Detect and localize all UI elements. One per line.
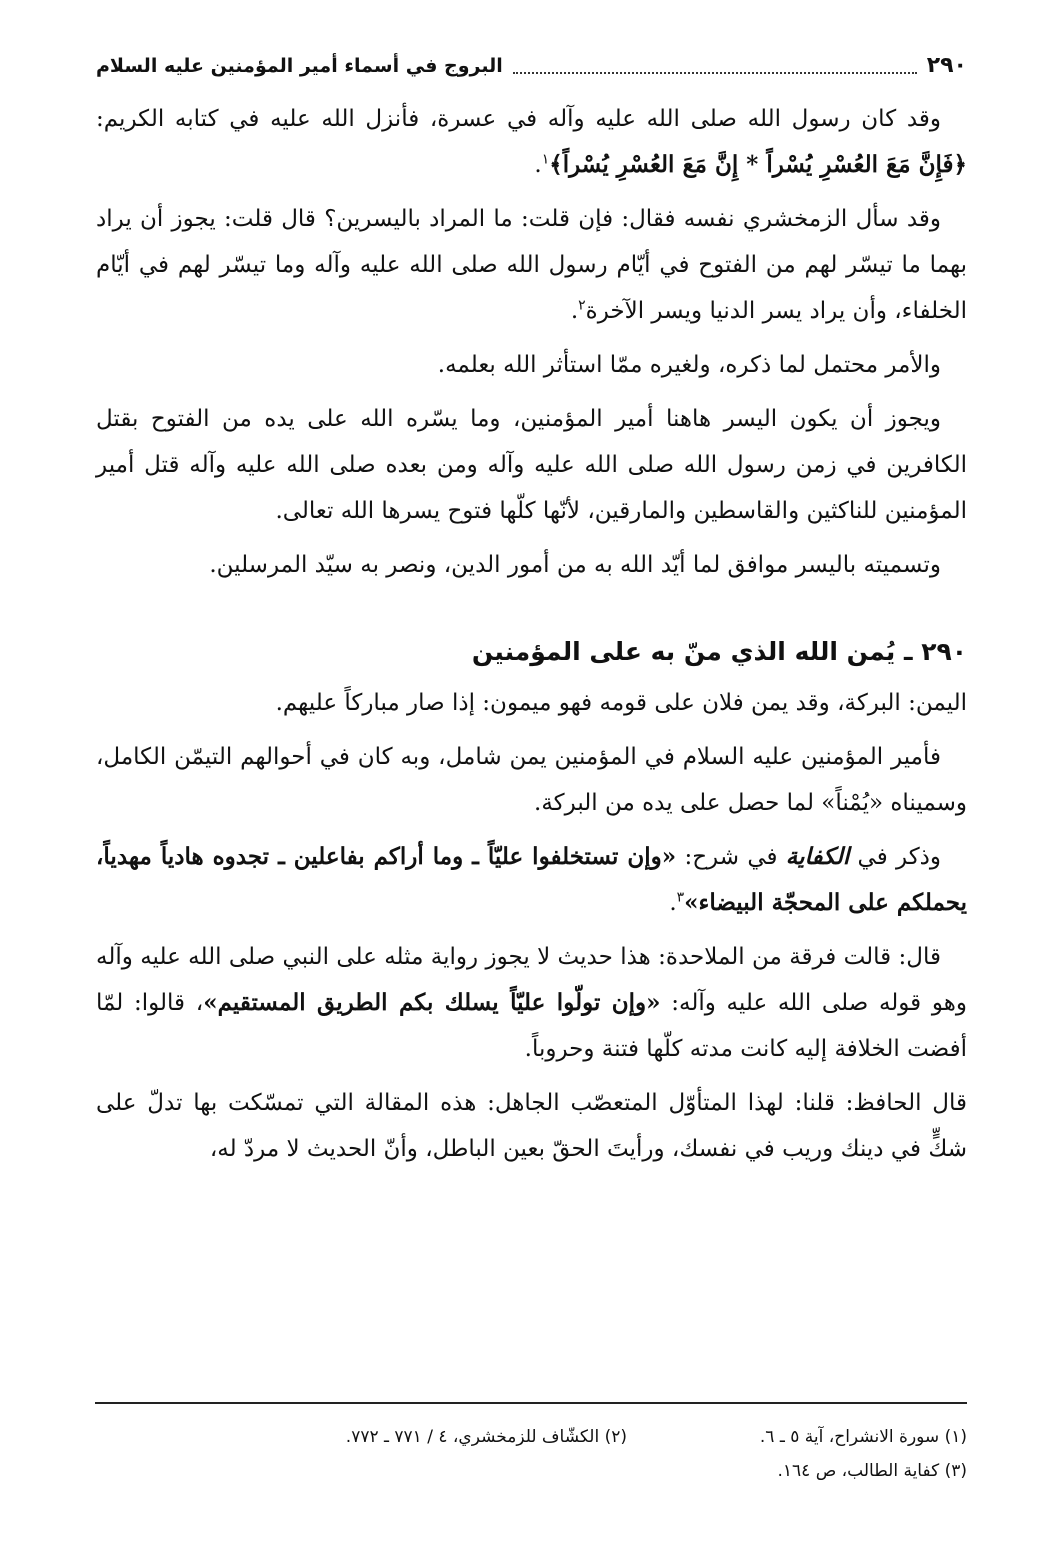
header-dot-leader [513, 72, 917, 74]
footnote-ref-2[interactable]: ٢ [578, 297, 586, 314]
footnote-row [96, 1454, 967, 1488]
hadith-quote: «وإن تستخلفوا عليّاً ـ وما أراكم بفاعلين ـ تجدوه هادياً مهدياً، يحملكم على المحجّة البيضاء» [96, 843, 967, 916]
paragraph-zamakhshari: وقد سأل الزمخشري نفسه فقال: فإن قلت: ما المراد باليسرين؟ قال قلت: يجوز أن يراد بهما ما تيسّر لهم من الفتوح في أيّام رسول الله صلى الله عليه وآله وما تيسّر لهم في أيّام الخلفاء، وأن يراد يسر الدنيا ويسر الآخرة$^٢$. [96, 206, 967, 324]
quran-verse: ﴿فَإِنَّ مَعَ العُسْرِ يُسْراً * إِنَّ مَعَ العُسْرِ يُسْراً﴾ [549, 151, 967, 178]
footnote-ref-1[interactable]: ١ [541, 151, 550, 168]
running-header [96, 44, 967, 80]
hadith-quote: «وإن تولّوا عليّاً يسلك بكم الطريق المستقيم» [203, 989, 661, 1016]
page-number: ٢٩٠ [926, 53, 967, 78]
paragraph-text: والأمر محتمل لما ذكره، ولغيره ممّا استأثر الله بعلمه. [437, 352, 941, 378]
paragraph-hafiz: قال الحافظ: قلنا: لهذا المتأوّل المتعصّب الجاهل: هذه المقالة التي تمسّكت بها تدلّ على شكٍّ في دينك وريب في نفسك، ورأيتَ الحقّ بعين الباطل، وأنّ الحديث لا مردّ له، [96, 1090, 967, 1162]
paragraph-text: وقد كان رسول الله صلى الله عليه وآله في عسرة، فأنزل الله عليه في كتابه الكريم: [96, 106, 941, 132]
book-name-kifaya: الكفاية [785, 843, 850, 870]
footnote-1: (١) سورة الانشراح، آية ٥ ـ ٦. [759, 1427, 967, 1447]
main-text [96, 96, 967, 1180]
definition-paragraph: اليمن: البركة، وقد يمن فلان على قومه فهو ميمون: إذا صار مباركاً عليهم. [275, 690, 967, 716]
running-book-title: البروج في أسماء أمير المؤمنين عليه السلام [96, 55, 503, 77]
footnote-row [96, 1420, 967, 1454]
footnotes [96, 1420, 967, 1488]
footnote-separator [95, 1402, 967, 1404]
section-heading: ٢٩٠ ـ يُمن الله الذي منّ به على المؤمنين [471, 637, 967, 666]
footnote-3: (٣) كفاية الطالب، ص ١٦٤. [777, 1461, 967, 1481]
footnote-2: (٢) الكشّاف للزمخشري، ٤ / ٧٧١ ـ ٧٧٢. [345, 1427, 627, 1447]
paragraph-mulahida: قال: قالت فرقة من الملاحدة: هذا حديث لا يجوز رواية مثله على النبي صلى الله عليه وآله وهو قوله صلى الله عليه وآله: «وإن تولّوا عليّاً يسلك بكم الطريق المستقيم»، قالوا: لمّا أفضت الخلافة إليه كانت مدته كلّها فتنة وحروباً. [96, 944, 968, 1062]
paragraph-text: وقد سأل الزمخشري نفسه فقال: فإن قلت: ما المراد باليسرين؟ قال قلت: يجوز أن يراد بهما ما تيسّر لهم من الفتوح في أيّام رسول الله صلى الله عليه وآله وما تيسّر لهم في أيّام الخلفاء، وأن يراد يسر الدنيا ويسر الآخرة [96, 206, 967, 324]
footnote-ref-3[interactable]: ٣ [676, 889, 685, 906]
paragraph-text: فأمير المؤمنين عليه السلام في المؤمنين يمن شامل، وبه كان في أحوالهم التيمّن الكامل، وسميناه «يُمْناً» لما حصل على يده من البركة. [96, 744, 967, 816]
paragraph-text: وتسميته باليسر موافق لما أيّد الله به من أمور الدين، ونصر به سيّد المرسلين. [209, 552, 941, 578]
paragraph-text: ويجوز أن يكون اليسر هاهنا أمير المؤمنين، وما يسّره الله على يده من الفتوح بقتل الكافرين في زمن رسول الله صلى الله عليه وآله ومن بعده صلى الله عليه وآله قتل أمير المؤمنين للناكثين والقاسطين والمارقين، لأنّها كلّها فتوح يسرها الله تعالى. [96, 406, 967, 524]
paragraph-quran-verse: وقد كان رسول الله صلى الله عليه وآله في عسرة، فأنزل الله عليه في كتابه الكريم: ﴿فَإِنَّ مَعَ العُسْرِ يُسْراً * إِنَّ مَعَ العُسْرِ يُسْراً﴾$^١$. [96, 106, 967, 178]
paragraph-kifaya: وذكر في الكفاية في شرح: «وإن تستخلفوا عليّاً ـ وما أراكم بفاعلين ـ تجدوه هادياً مهدياً، يحملكم على المحجّة البيضاء»$^٣$. [96, 843, 967, 916]
